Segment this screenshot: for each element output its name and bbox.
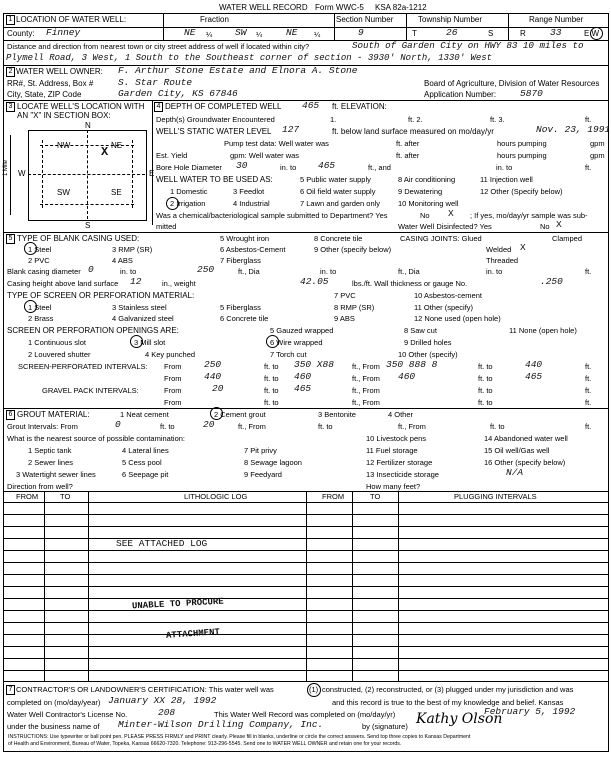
county-value: Finney [46,27,81,38]
casing-joints: CASING JOINTS: Glued [400,234,482,243]
gp-ftto-2: ft. to [264,398,279,407]
sp-ftto-1: ft. to [264,362,279,371]
opening-3-circle [130,335,143,348]
grout-intervals-label: Grout Intervals: From [7,422,78,431]
bore-value: 30 [236,160,248,171]
pump-gpm-1: gpm [590,139,605,148]
opening-2: 2 Louvered shutter [28,350,91,359]
gravel-label: GRAVEL PACK INTERVALS: [42,386,139,395]
gp-ftto-1b: ft. to [478,386,493,395]
contam-13: 13 Insecticide storage [366,470,439,479]
use-9: 9 Dewatering [398,187,443,196]
grout-2: 2 Cement grout [214,410,266,419]
distance-line-1: South of Garden City on HWY 83 10 miles to [352,40,584,51]
contam-9: 9 Feedyard [244,470,282,479]
bore-in-to-2: in. to [496,163,513,172]
contam-11: 11 Fuel storage [366,446,418,455]
gp-ftto-2b: ft. to [478,398,493,407]
section-4-number: 4 [154,102,163,112]
section-6-number: 6 [6,410,15,420]
gp-ft-2: ft. [585,398,592,407]
casing-8: 8 Concrete tile [314,234,363,243]
instructions-1: INSTRUCTIONS: Use typewriter or ball point pen. PLEASE PRESS FIRMLY and PRINT clearly. Please fill in blanks, underline or circle the correct answers. Send top three copies to Kansas Department [8,734,471,740]
license-value: 208 [158,707,176,718]
contam-2: 2 Sewer lines [28,458,74,467]
screen-10: 10 Asbestos-cement [414,291,482,300]
chem-label-2: ; If yes, mo/day/yr sample was sub- [470,211,588,220]
owner-label: WATER WELL OWNER: [16,67,103,76]
use-4: 4 Industrial [233,199,270,208]
casing-clamped: Clamped [552,234,583,243]
sp-ft-2: ft. [585,374,592,383]
sp-ftto-2b: ft. to [478,374,493,383]
pump-hours-1: hours pumping [497,139,547,148]
grout-4: 4 Other [388,410,414,419]
grout-ft: ft. [585,422,592,431]
diameter-ft-dia-2: ft., Dia [398,267,420,276]
height-weight-label: in., weight [162,279,196,288]
township-s: S [488,29,494,38]
township-value: 26 [446,27,458,38]
sp-ftfrom-1: ft., From [352,362,380,371]
gp-1-b: 465 [294,383,312,394]
pump-hours-2: hours pumping [497,151,547,160]
opening-3: 3 Mill slot [134,338,166,347]
board-label: Board of Agriculture, Division of Water Resources [424,79,600,88]
opening-10: 10 Other (specify) [398,350,458,359]
gw-3: ft. 3. [490,115,505,124]
screen-6: 6 Concrete tile [220,314,269,323]
diameter-in-to-3: in. to [486,267,503,276]
use-6: 6 Oil field water supply [300,187,376,196]
contam-15: 15 Oil well/Gas well [484,446,550,455]
sp-1-c: 350 888 8 [386,359,438,370]
yield-label: Est. Yield [156,151,188,160]
range-value: 33 [550,27,562,38]
diameter-ft: ft. [585,267,592,276]
mile-label: 1 Mile [3,159,9,176]
screen-1-circle [24,300,37,313]
gauge-value: .250 [540,276,563,287]
se-label: SE [111,188,122,197]
disinfected-label: Water Well Disinfected? Yes [398,222,492,231]
quarter-3: ¼ [314,30,321,39]
chem-no: No [420,211,430,220]
opening-5: 5 Gauzed wrapped [270,326,334,335]
contam-8: 8 Sewage lagoon [244,458,302,467]
grout-ftfrom: ft., From [238,422,266,431]
east-label: E [149,169,155,178]
howmany-label: How many feet? [366,482,421,491]
screen-9: 9 ABS [334,314,355,323]
section-7-number: 7 [6,685,15,695]
section-number-label: Section Number [336,15,394,24]
log-from-header: FROM [16,492,39,501]
sp-ftto-2: ft. to [264,374,279,383]
opening-7: 7 Torch cut [270,350,307,359]
range-w-circle [590,27,603,40]
opening-1: 1 Continuous slot [28,338,86,347]
true-statement: and this record is true to the best of my knowledge and belief. Kansas [332,698,564,707]
pump-after-1: ft. after [396,139,420,148]
quarter-1: ¼ [206,30,213,39]
use-label: WELL WATER TO BE USED AS: [156,175,273,184]
gp-ft-1: ft. [585,386,592,395]
static-level-label: WELL'S STATIC WATER LEVEL [156,127,272,136]
diameter-in-to: in. to [120,267,137,276]
bore-in-to: in. to [280,163,297,172]
casing-welded-mark: X [520,242,526,253]
use-12: 12 Other (Specify below) [480,187,563,196]
diameter-in-to-2: in. to [320,267,337,276]
opening-8: 8 Saw cut [404,326,437,335]
gw-1: 1. [330,115,337,124]
opening-4: 4 Key punched [145,350,196,359]
record-completed-label: This Water Well Record was completed on (mo/day/yr) [214,710,396,719]
grout-ftto: ft. to [160,422,175,431]
screen-12: 12 None used (open hole) [414,314,501,323]
diameter-to-value: 250 [197,264,215,275]
chem-no-mark: X [448,208,454,219]
address-value: S. Star Route [118,77,193,88]
use-2: 2 Irrigation [170,199,206,208]
sp-2-d: 465 [525,371,543,382]
well-location-mark: X [101,145,109,159]
range-label: Range Number [529,15,584,24]
see-attached-log: SEE ATTACHED LOG [116,538,208,549]
sp-1-d: 440 [525,359,543,370]
fraction-q2: SW [235,27,247,38]
use-2-circle [166,197,179,210]
contam-10: 10 Livestock pens [366,434,427,443]
nw-label: NW [57,141,71,150]
contam-7: 7 Pit privy [244,446,277,455]
disinfected-no: No [540,222,550,231]
pump-gpm-2: gpm [590,151,605,160]
address-label: RR#, St. Address, Box # [7,79,94,88]
locate-label-2: AN "X" IN SECTION BOX: [17,111,111,120]
height-value: 12 [130,276,142,287]
location-label: LOCATION OF WATER WELL: [16,15,127,24]
gp-ftfrom-1: ft., From [352,386,380,395]
use-7: 7 Lawn and garden only [300,199,381,208]
screen-11: 11 Other (specify) [414,303,474,312]
contam-14: 14 Abandoned water well [484,434,568,443]
casing-6: 6 Asbestos-Cement [220,245,286,254]
quarter-2: ¼ [256,30,263,39]
casing-threaded: Threaded [486,256,519,265]
sp-1-b: 350 X88 [294,359,334,370]
static-level-desc: ft. below land surface measured on mo/day/yr [332,127,494,136]
weight-value: 42.05 [300,276,329,287]
disinfected-no-mark: X [556,219,562,230]
screen-5: 5 Fiberglass [220,303,261,312]
use-3: 3 Feedlot [233,187,265,196]
section-2-number: 2 [6,67,15,77]
contam-label: What is the nearest source of possible contamination: [7,434,186,443]
range-r: R [520,29,526,38]
contam-5: 5 Cess pool [122,458,162,467]
casing-welded: Welded [486,245,512,254]
gp-ftto-1: ft. to [264,386,279,395]
contam-16: 16 Other (specify below) [484,458,566,467]
screen-8: 8 RMP (SR) [334,303,375,312]
fraction-label: Fraction [200,15,229,24]
screen-label: TYPE OF SCREEN OR PERFORATION MATERIAL: [7,291,195,300]
county-label: County: [7,29,35,38]
yield-gpm: gpm: Well water was [230,151,300,160]
bore-to-value: 465 [318,160,336,171]
completed-date: January XX 28, 1992 [108,695,217,706]
distance-line-2: Plymell Road, 3 West, 1 South to the Southeast corner of section - 3930' North, 1330' West [6,53,493,63]
sp-ft-1: ft. [585,362,592,371]
distance-label: Distance and direction from nearest town or city street address of well if located within city? [7,42,310,51]
record-date: February 5, 1992 [484,706,576,717]
chem-label: Was a chemical/bacteriological sample submitted to Department? Yes [156,211,388,220]
lithologic-header: LITHOLOGIC LOG [184,492,248,501]
cert-choice-1: (1) [309,685,319,694]
casing-4: 4 ABS [112,256,133,265]
diameter-label: Blank casing diameter [7,267,81,276]
casing-2: 2 PVC [28,256,50,265]
diameter-value: 0 [88,264,94,275]
signature-label: by (signature) [362,722,408,731]
gw-2: ft. 2. [408,115,423,124]
sp-2-a: 440 [204,371,222,382]
gp-1-a: 20 [212,383,224,394]
gp-from-1: From [164,386,182,395]
form-title: WATER WELL RECORD [219,3,308,12]
sw-label: SW [57,188,70,197]
screen-intervals-label: SCREEN-PERFORATED INTERVALS: [18,362,148,371]
log-to-header: TO [60,492,71,501]
license-label: Water Well Contractor's License No. [7,710,128,719]
business-name: Minter-Wilson Drilling Company, Inc. [118,719,324,730]
static-level-value: 127 [282,124,300,135]
range-ew: E W [584,29,600,38]
use-10: 10 Monitoring well [398,199,459,208]
locate-label-1: LOCATE WELL'S LOCATION WITH [17,102,145,111]
screen-4: 4 Galvanized steel [112,314,174,323]
use-5: 5 Public water supply [300,175,371,184]
section-3-number: 3 [6,102,15,112]
direction-label: Direction from well? [7,482,73,491]
diameter-ft-dia: ft., Dia [238,267,260,276]
height-label: Casing height above land surface [7,279,119,288]
pump-after-2: ft. after [396,151,420,160]
opening-9: 9 Drilled holes [404,338,452,347]
static-level-date: Nov. 23, 1991 [536,124,611,135]
application-value: 5870 [520,88,543,99]
grout-label: GROUT MATERIAL: [17,410,90,419]
north-label: N [85,121,91,130]
casing-3: 3 RMP (SR) [112,245,153,254]
use-8: 8 Air conditioning [398,175,456,184]
casing-1-circle [24,242,37,255]
unable-to-procure: UNABLE TO PROCURE [131,596,225,612]
grout-3: 3 Bentonite [318,410,356,419]
use-1: 1 Domestic [170,187,208,196]
gp-from-2: From [164,398,182,407]
screen-2: 2 Brass [28,314,54,323]
grout-ftfrom-2: ft., From [398,422,426,431]
grout-to-value: 20 [203,419,215,430]
sp-from-1: From [164,362,182,371]
ne-label: NE [111,141,123,150]
township-label: Township Number [418,15,483,24]
sp-ftto-1b: ft. to [478,362,493,371]
screen-3: 3 Stainless steel [112,303,167,312]
mitted-label: mitted [156,222,177,231]
screen-7: 7 PVC [334,291,356,300]
attachment-note: ATTACHMENT [165,627,221,641]
depth-label: DEPTH OF COMPLETED WELL [165,102,282,111]
depth-value: 465 [302,100,320,111]
bore-label: Bore Hole Diameter [156,163,222,172]
contam-na: N/A [506,467,524,478]
log-to-header-2: TO [370,492,381,501]
fraction-q1: NE [184,27,196,38]
city-value: Garden City, KS 67846 [118,88,238,99]
contam-1: 1 Septic tank [28,446,72,455]
instructions-2: of Health and Environment, Bureau of Water, Topeka, Kansas 66620-7320. Telephone: 913-296-5545. Send one to WATER WELL OWNER and retain one for your records. [8,741,402,747]
signature: Kathy Olson [416,711,503,727]
gp-ftfrom-2: ft., From [352,398,380,407]
openings-label: SCREEN OR PERFORATION OPENINGS ARE: [7,326,179,335]
township-t: T [412,29,417,38]
west-label: W [18,169,26,178]
casing-9: 9 Other (specify below) [314,245,392,254]
casing-1: 1 Steel [28,245,52,254]
grout-from-value: 0 [115,419,121,430]
use-11: 11 Injection well [480,175,533,184]
business-label: under the business name of [7,722,100,731]
owner-value: F. Arthur Stone Estate and Elnora A. Stone [118,65,358,76]
section-number-value: 9 [358,27,364,38]
form-number: Form WWC-5 [315,3,364,12]
cert-line-1b: constructed, (2) reconstructed, or (3) plugged under my jurisdiction and was [322,685,574,694]
casing-label: TYPE OF BLANK CASING USED: [17,234,140,243]
bore-ft-and: ft., and [368,163,391,172]
grout-ftto-3: ft. to [490,422,505,431]
casing-5: 5 Wrought iron [220,234,270,243]
south-label: S [85,221,91,230]
gw-ft: ft. [585,115,592,124]
constructed-circle [307,683,321,697]
pump-test-label: Pump test data: Well water was [224,139,329,148]
ksa-number: KSA 82a-1212 [375,3,427,12]
section-5-number: 5 [6,234,15,244]
sp-2-c: 460 [398,371,416,382]
completed-label: completed on (mo/day/year) [7,698,101,707]
grout-1: 1 Neat cement [120,410,169,419]
opening-6: 6 Wire wrapped [270,338,323,347]
contam-3: 3 Watertight sewer lines [16,470,96,479]
elevation-label: ft. ELEVATION: [332,102,387,111]
fraction-q3: NE [286,27,298,38]
sp-2-b: 460 [294,371,312,382]
bore-ft: ft. [585,163,592,172]
contam-6: 6 Seepage pit [122,470,169,479]
sp-from-2: From [164,374,182,383]
opening-6-circle [266,335,279,348]
casing-7: 7 Fiberglass [220,256,261,265]
groundwater-label: Depth(s) Groundwater Encountered [156,115,275,124]
sp-1-a: 250 [204,359,222,370]
city-label: City, State, ZIP Code [7,90,82,99]
opening-11: 11 None (open hole) [509,326,577,335]
log-from-header-2: FROM [322,492,345,501]
plugging-header: PLUGGING INTERVALS [454,492,537,501]
cert-line-1a: CONTRACTOR'S OR LANDOWNER'S CERTIFICATION: This water well was [16,685,274,694]
application-label: Application Number: [424,90,497,99]
screen-1: 1 Steel [28,303,52,312]
section-1-number: 1 [6,15,15,25]
sp-ftfrom-2: ft., From [352,374,380,383]
contam-12: 12 Fertilizer storage [366,458,433,467]
gauge-label: lbs./ft. Wall thickness or gauge No. [352,279,468,288]
contam-4: 4 Lateral lines [122,446,169,455]
grout-ftto-2: ft. to [318,422,333,431]
